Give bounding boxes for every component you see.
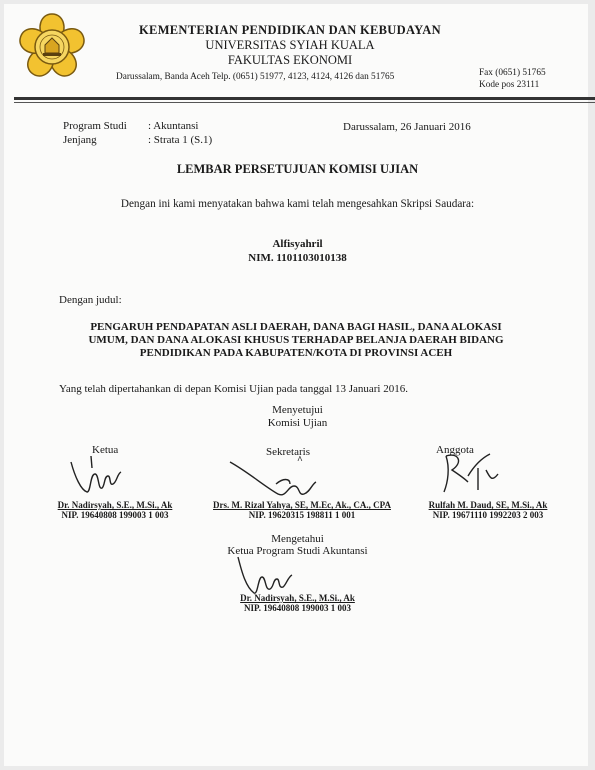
student-name: Alfisyahril bbox=[272, 238, 323, 250]
university-name: UNIVERSITAS SYIAH KUALA bbox=[205, 38, 375, 52]
signer-ketua bbox=[37, 500, 193, 520]
defended-statement: Yang telah dipertahankan di depan Komisi Ujian pada tanggal 13 Januari 2016. bbox=[59, 383, 408, 395]
acknowledge-line2: Ketua Program Studi Akuntansi bbox=[227, 545, 368, 557]
fax-number: Fax (0651) 51765 bbox=[479, 68, 546, 78]
role-sekretaris: Sekretaris bbox=[266, 446, 310, 458]
sekretaris-name: Drs. M. Rizal Yahya, SE, M.Ec, Ak., CA., CPA bbox=[213, 500, 391, 510]
program-value: : Akuntansi bbox=[148, 120, 199, 132]
thesis-title-line: PENDIDIKAN PADA KABUPATEN/KOTA DI PROVINSI ACEH bbox=[139, 347, 453, 359]
approval-line2: Komisi Ujian bbox=[267, 417, 328, 429]
faculty-name: FAKULTAS EKONOMI bbox=[227, 53, 353, 67]
intro-text: Dengan ini kami menyatakan bahwa kami telah mengesahkan Skripsi Saudara: bbox=[120, 198, 475, 210]
thesis-title-line: PENGARUH PENDAPATAN ASLI DAERAH, DANA BAGI HASIL, DANA ALOKASI bbox=[90, 321, 502, 333]
program-label: Program Studi bbox=[63, 120, 127, 132]
ministry-name: KEMENTERIAN PENDIDIKAN DAN KEBUDAYAN bbox=[139, 23, 441, 37]
thesis-title bbox=[56, 321, 536, 360]
acknowledge-line1: Mengetahui bbox=[271, 533, 324, 545]
student-nim: NIM. 1101103010138 bbox=[248, 252, 347, 264]
signature-ketua-prodi bbox=[228, 555, 310, 597]
postcode: Kode pos 23111 bbox=[479, 80, 540, 90]
place-date: Darussalam, 26 Januari 2016 bbox=[343, 121, 471, 133]
signature-ketua bbox=[65, 452, 140, 496]
role-ketua: Ketua bbox=[92, 444, 119, 456]
anggota-nip: NIP. 19671110 1992203 2 003 bbox=[432, 510, 544, 520]
thesis-title-line: UMUM, DAN DANA ALOKASI KHUSUS TERHADAP BELANJA DAERAH BIDANG bbox=[88, 334, 504, 346]
ketua-prodi-name: Dr. Nadirsyah, S.E., M.Si., Ak bbox=[240, 593, 355, 603]
address-line: Darussalam, Banda Aceh Telp. (0651) 51977, 4123, 4124, 4126 dan 51765 bbox=[116, 72, 395, 82]
level-value: : Strata 1 (S.1) bbox=[148, 134, 213, 146]
signature-anggota bbox=[438, 448, 508, 496]
header-rule-thin bbox=[14, 102, 595, 103]
sekretaris-nip: NIP. 19620315 198811 1 001 bbox=[248, 510, 356, 520]
ketua-nip: NIP. 19640808 199003 1 003 bbox=[61, 510, 169, 520]
level-label: Jenjang bbox=[63, 134, 97, 146]
judul-label: Dengan judul: bbox=[59, 294, 122, 306]
ketua-name: Dr. Nadirsyah, S.E., M.Si., Ak bbox=[57, 500, 173, 510]
contact-block bbox=[479, 67, 579, 91]
ketua-prodi-nip: NIP. 19640808 199003 1 003 bbox=[244, 603, 351, 613]
signer-sekretaris bbox=[193, 500, 411, 520]
anggota-name: Rulfah M. Daud, SE, M.Si., Ak bbox=[428, 500, 548, 510]
document-title: LEMBAR PERSETUJUAN KOMISI UJIAN bbox=[176, 162, 419, 176]
header-rule-thick bbox=[14, 97, 595, 100]
signer-ketua-prodi bbox=[190, 593, 405, 613]
signature-sekretaris bbox=[228, 460, 320, 502]
approval-line1: Menyetujui bbox=[272, 404, 323, 416]
caret-mark: ^ bbox=[297, 455, 303, 466]
university-logo bbox=[8, 10, 96, 82]
role-anggota: Anggota bbox=[436, 444, 474, 456]
signer-anggota bbox=[414, 500, 562, 520]
